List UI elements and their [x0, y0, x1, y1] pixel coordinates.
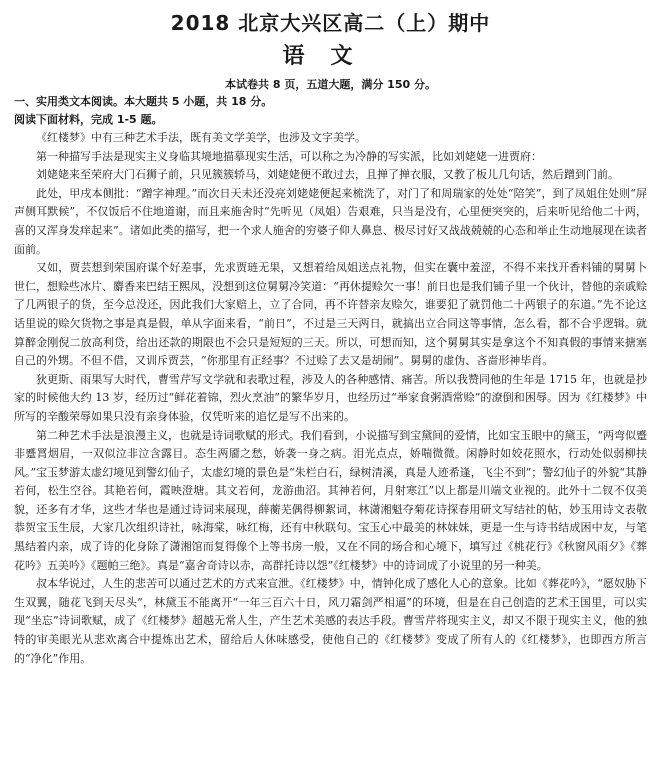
exam-notice: 本试卷共 8 页，五道大题，满分 150 分。 [225, 78, 436, 91]
passage-paragraph: 《红楼梦》中有三种艺术手法，既有美文学美学，也涉及文字美学。 [36, 131, 366, 144]
passage-paragraph: 叔本华说过，人生的悲苦可以通过艺术的方式来宣泄。《红楼梦》中，情钟化成了感化人心的意象。比如《葬花吟》，“愿奴胁下生双翼，随花飞到天尽头”，林黛玉不能离开“一年三百六十日，风刀霜剑严相逼”的环境，但是在自己创造的艺术王国里，可以实现“坐忘”诗词歌赋，成了《红楼梦》超越无常人生，产生艺术美感的表达手段。曹雪芹将现实主义，却又不限于现实主义，他的独特的审美眼光从悲欢离合中提炼出艺术，留给后人休味感受，使他自己的《红楼梦》变成了所有人的《红楼梦》，也即西方所言的“净化”作用。 [14, 577, 647, 665]
passage-paragraph: 第二种艺术手法是浪漫主义，也就是诗词歌赋的形式。我们看到，小说描写到宝黛间的爱情，比如宝玉眼中的黛玉，“两弯似蹙非蹙罥烟眉，一双似泣非泣含露目。态生两靥之愁，娇袭一身之病。泪光点点，娇喘微微。闲静时如姣花照水，行动处似弱柳扶风。”宝玉梦游太虚幻境见到警幻仙子，太虚幻境的景色是“朱栏白石，绿树清溪，真是人迹希逢，飞尘不到”；警幻仙子的外貌“其静若何，松生空谷。其艳若何，霞映澄塘。其文若何，龙游曲沼。其神若何，月射寒江”以上都是川端文业视的。此外十二钗不仅美貌，还多有才华，这些才华也是通过诗词来展现，薛蘅芜偶得柳絮词，林潇湘魁夺菊花诗探春用研文写结社的帖，妙玉用诗文表敬恭贺宝玉生辰，大家几次组织诗社，咏海棠，咏红梅，还有中秋联句。宝玉心中最美的林妹妹，更是一生与诗书结成困中友，与笔黑结着内亲，成了诗的化身除了潇湘馆而复得像个上等书房一般，又在不同的场合和心境下，填写过《桃花行》《秋窗风雨夕》《葬花吟》五美吟》《题帕三绝》。真是“嘉舍奇诗以赤，高群托诗以怨”《红楼梦》中的诗词成了小说里的另一种美。 [14, 428, 647, 572]
reading-instruction: 阅读下面材料，完成 1-5 题。 [14, 113, 163, 126]
passage-paragraph: 第一种描写手法是现实主义身临其境地描摹现实生活，可以称之为冷静的写实派，比如刘姥姥一进贾府： [36, 149, 542, 163]
exam-title: 2018 北京大兴区高二（上）期中 [170, 11, 491, 35]
subject-title: 语文 [282, 44, 379, 69]
section-heading: 一、实用类文本阅读。本大题共 5 小题，共 18 分。 [14, 95, 273, 108]
reading-passage [14, 129, 647, 668]
passage-paragraph: 刘姥姥来至荣府大门石狮子前，只见簇簇轿马，刘姥姥便不敢过去，且掸了掸衣服，又教了板儿几句话，然后蹭到门前。 [36, 168, 619, 182]
passage-paragraph: 又如，贾芸想到荣国府谋个好差事，先求贾琏无果，又想着给凤姐送点礼物，但实在囊中羞涩，不得不来找开香料铺的舅舅卜世仁，想赊些冰片、麝香来巴结王熙凤，没想到这位舅舅冷笑道：“再休提赊欠一事！前日也是我们铺子里一个伙计，替他的亲戚赊了几两银子的货，至今总没还，因此我们大家赔上，立了合同，再不许替亲友赊欠，谁要犯了就罚他二十两银子的东道。”先不论这话里说的赊欠货物之事是真是假，单从字面来看，“前日”，不过是三天两日，就搞出立合同这等事情，怎么看，都不合乎逻辑。就算醉金刚倪二放高利贷，给出还款的期限也不会只是短短的三天。所以，可想而知，这个舅舅其实是拿这个不知真假的事情来搪塞自己的外甥。不但不借，又训斥贾芸，“你那里有正经事？不过赊了去又是胡闹”。舅舅的虚伪、吝啬形神毕肖。 [14, 261, 647, 368]
passage-paragraph: 此处，甲戌本侧批：“蹭字神理。”而次日天未还没亮刘姥姥便起来梳洗了，对门了和周瑞家的处处“陪笑”，到了凤姐住处则“屏声侧耳默候”，不仅饭后不住地道谢，而且来施舍时“先听见（凤姐）告艰难，只当是没有，心里便突突的，后来听见给他二十两，喜的又浑身发痒起来”。诸如此类的描写，把一个求人施舍的穷婆子仰人鼻息、极尽讨好又战战兢兢的心态和举止生动地展现在读者面前。 [14, 186, 647, 256]
passage-paragraph: 狄更斯、雨果写大时代，曹雪芹写文学就和表歌过程，涉及人的各种感情、痛苦。所以我赞同他的生年是 1715 年，也就是抄家的时候他大约 13 岁，经历过“鲜花着锦，烈火烹油”的繁华岁月，也经历过“举家食粥酒常赊”的潦倒和困辱。因为《红楼梦》中所写的辛酸荣辱如果只没有亲身体验，仅凭听来的追忆是写不出来的。 [14, 372, 647, 423]
